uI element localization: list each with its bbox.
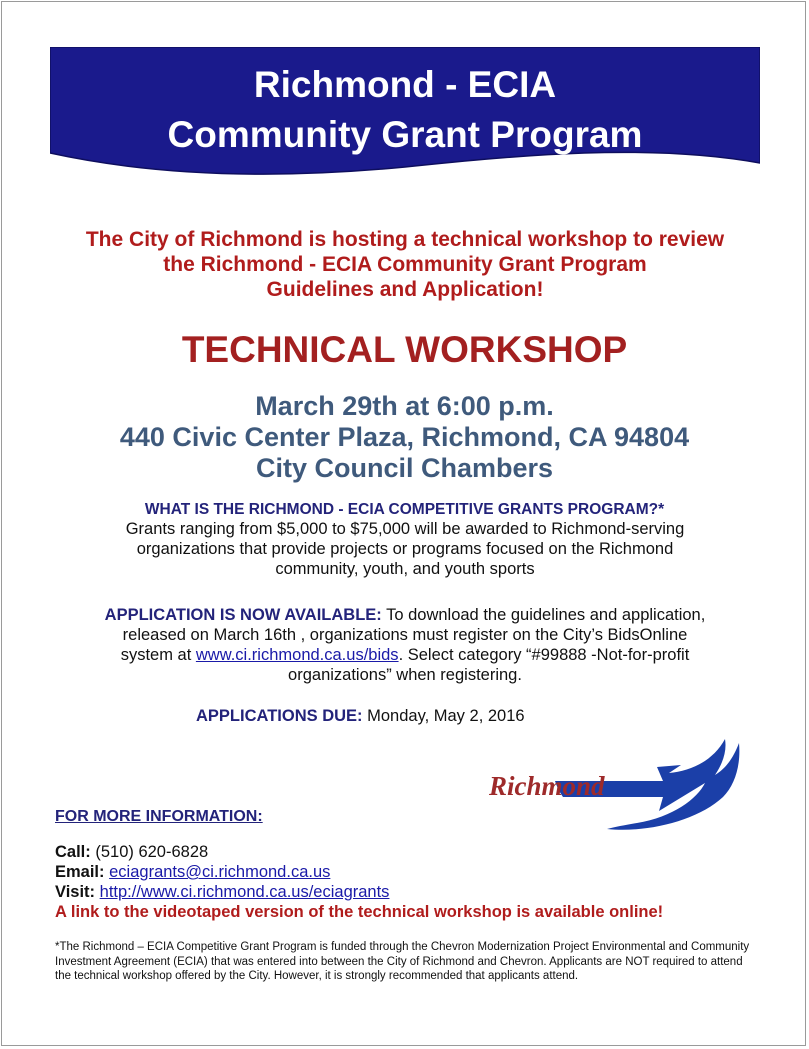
richmond-logo-graphic [487, 737, 747, 837]
email-label: Email: [55, 863, 105, 881]
bids-link[interactable]: www.ci.richmond.ca.us/bids [195, 646, 399, 664]
title-banner [50, 47, 760, 175]
intro-line2: the Richmond - ECIA Community Grant Program [163, 253, 647, 276]
application-text-3-pre: system at [120, 646, 196, 664]
contact-email [55, 862, 330, 882]
workshop-title: TECHNICAL WORKSHOP [181, 329, 628, 370]
banner-title-line1: Richmond - ECIA [253, 64, 557, 105]
intro-line3: Guidelines and Application! [266, 278, 544, 301]
event-address: 440 Civic Center Plaza, Richmond, CA 94804 [119, 422, 690, 452]
application-info [55, 605, 755, 685]
intro-line1: The City of Richmond is hosting a technical workshop to review [85, 228, 725, 251]
application-text-4: organizations” when registering. [288, 666, 522, 684]
due-date: Monday, May 2, 2016 [362, 707, 525, 725]
call-phone: (510) 620-6828 [90, 843, 209, 861]
event-room: City Council Chambers [255, 453, 554, 483]
due-label: APPLICATIONS DUE: [196, 707, 363, 725]
application-label: APPLICATION IS NOW AVAILABLE: [104, 606, 382, 624]
footnote: *The Richmond – ECIA Competitive Grant Program is funded through the Chevron Modernization Project Environmental and Community Investment Agreement (ECIA) that was entered into between the City of Richmond and Chevron. Applicants are NOT required to attend the technical workshop offered by the City. However, it is strongly recommended that applicants attend. [55, 941, 750, 982]
visit-link[interactable]: http://www.ci.richmond.ca.us/eciagrants [99, 883, 390, 901]
logo-wordmark: Richmond [489, 771, 605, 801]
application-text-2: released on March 16th , organizations must register on the City’s BidsOnline [122, 626, 688, 644]
richmond-logo [487, 737, 747, 837]
banner-title-line2: Community Grant Program [167, 114, 643, 155]
call-label: Call: [55, 843, 91, 861]
visit-label: Visit: [55, 883, 96, 901]
program-description [60, 519, 750, 579]
contact-call [55, 842, 208, 862]
program-question-heading: WHAT IS THE RICHMOND - ECIA COMPETITIVE GRANTS PROGRAM?* [144, 501, 665, 518]
event-details [0, 391, 809, 484]
program-description-line3: community, youth, and youth sports [275, 560, 535, 578]
application-text-1: To download the guidelines and application, [381, 606, 706, 624]
video-note: A link to the videotaped version of the technical workshop is available online! [55, 903, 664, 921]
application-text-3-post: . Select category “#99888 -Not-for-profit [398, 646, 690, 664]
program-description-line2: organizations that provide projects or programs focused on the Richmond [136, 540, 674, 558]
event-date: March 29th at 6:00 p.m. [255, 391, 554, 421]
contact-visit [55, 882, 389, 902]
program-description-line1: Grants ranging from $5,000 to $75,000 will be awarded to Richmond-serving [125, 520, 685, 538]
intro-text [30, 227, 780, 302]
more-info-heading: FOR MORE INFORMATION: [55, 808, 263, 825]
email-link[interactable]: eciagrants@ci.richmond.ca.us [109, 863, 331, 881]
applications-due [196, 706, 525, 726]
